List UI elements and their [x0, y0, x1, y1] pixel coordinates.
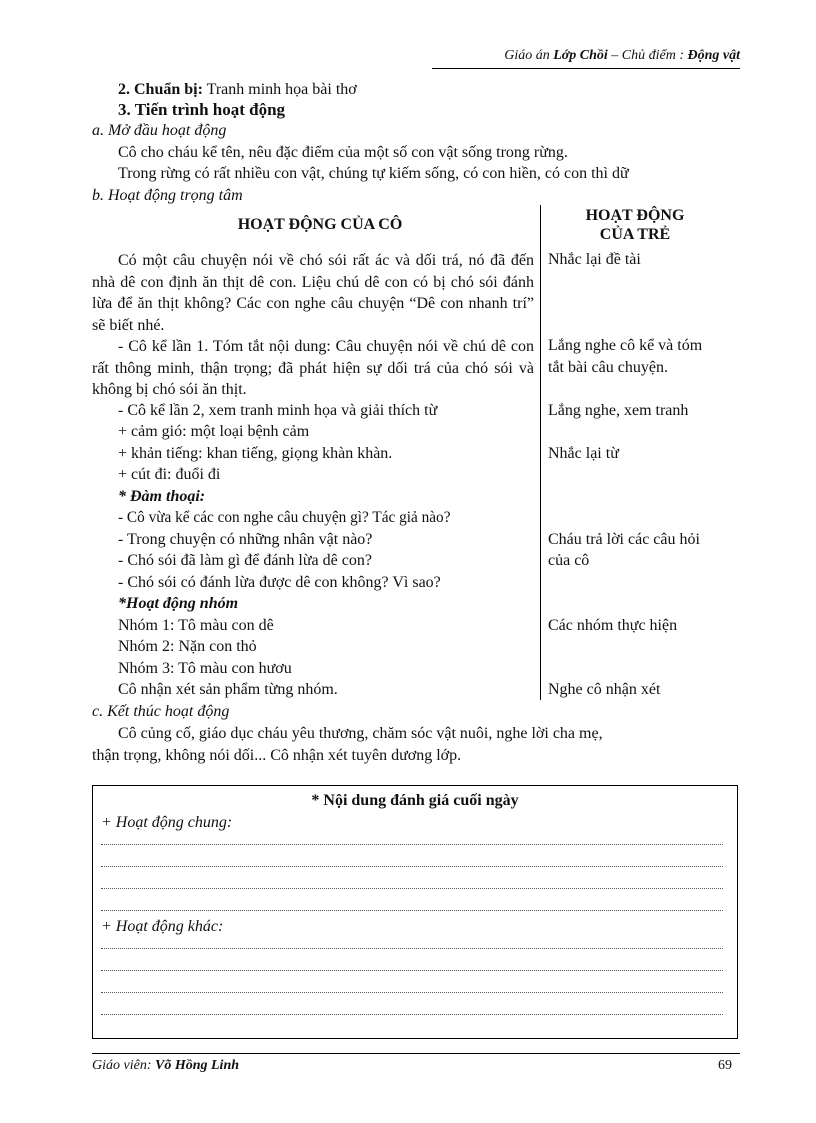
word-explain: + khản tiếng: khan tiếng, giọng khàn khàn. — [118, 445, 393, 462]
teacher-review: Cô nhận xét sản phẩm từng nhóm. — [118, 681, 338, 698]
part-a-label: a. Mở đầu hoạt động — [92, 122, 227, 139]
group-label: *Hoạt động nhóm — [118, 595, 239, 612]
child-activity: Nhắc lại từ — [548, 445, 619, 462]
theme-name: Động vật — [687, 48, 740, 63]
dialog-label: * Đàm thoại: — [118, 488, 206, 505]
part-c-label: c. Kết thúc hoạt động — [92, 703, 230, 720]
running-header: Giáo án Lớp Chồi – Chủ điểm : Động vật — [504, 48, 740, 63]
dotted-line — [101, 844, 723, 845]
footer-rule — [92, 1053, 740, 1054]
question: - Cô vừa kể các con nghe câu chuyện gì? Tác giả nào? — [118, 509, 451, 526]
group-item: Nhóm 1: Tô màu con dê — [118, 617, 274, 634]
part-a-line: Trong rừng có rất nhiều con vật, chúng tự kiếm sống, có con hiền, có con thì dữ — [118, 165, 629, 182]
evaluation-title: * Nội dung đánh giá cuối ngày — [311, 792, 519, 809]
child-activity: Nhắc lại đề tài — [548, 251, 641, 268]
child-activity: Nghe cô nhận xét — [548, 681, 661, 698]
header-rule — [432, 68, 740, 69]
general-activity-label: + Hoạt động chung: — [101, 814, 233, 831]
column-divider — [540, 205, 541, 700]
dotted-line — [101, 910, 723, 911]
part-c-line: Cô củng cố, giáo dục cháu yêu thương, chăm sóc vật nuôi, nghe lời cha mẹ, — [118, 725, 603, 742]
part-b-label: b. Hoạt động trọng tâm — [92, 187, 243, 204]
teacher-intro: Có một câu chuyện nói về chó sói rất ác và dối trá, nó đã đến nhà dê con định ăn thịt dê con. Liệu chú dê con có bị chó sói đánh lừa để ăn thịt không? Các con nghe câu chuyện “Dê con nhanh trí” sẽ biết nhé. — [92, 252, 534, 335]
question: - Chó sói có đánh lừa được dê con không? Vì sao? — [118, 574, 441, 591]
teacher-tell1: - Cô kể lần 1. Tóm tắt nội dung: Câu chuyện nói về chú dê con rất thông minh, thận trọng; đã phát hiện sự dối trá của chó sói và không bị chó sói ăn thịt. — [92, 338, 534, 399]
child-activity: Cháu trả lời các câu hỏi — [548, 531, 700, 548]
word-explain: + cảm gió: một loại bệnh cảm — [118, 423, 310, 440]
teacher-tell2: - Cô kể lần 2, xem tranh minh họa và giải thích từ — [118, 402, 438, 419]
part-a-line: Cô cho cháu kể tên, nêu đặc điểm của một số con vật sống trong rừng. — [118, 144, 568, 161]
col-header-child: HOẠT ĐỘNG CỦA TRẺ — [585, 207, 685, 243]
child-activity: tắt bài câu chuyện. — [548, 359, 668, 376]
evaluation-box — [92, 785, 738, 1039]
group-item: Nhóm 2: Nặn con thỏ — [118, 638, 257, 655]
class-name: Lớp Chồi — [553, 48, 608, 63]
question: - Chó sói đã làm gì để đánh lừa dê con? — [118, 552, 372, 569]
footer-teacher: Giáo viên: Võ Hồng Linh — [92, 1058, 240, 1073]
dotted-line — [101, 1014, 723, 1015]
teacher-name: Võ Hồng Linh — [154, 1058, 240, 1073]
section-prep: 2. Chuẩn bị: Tranh minh họa bài thơ — [118, 81, 357, 98]
col-header-teacher: HOẠT ĐỘNG CỦA CÔ — [237, 216, 403, 233]
question: - Trong chuyện có những nhân vật nào? — [118, 531, 373, 548]
section-process: 3. Tiến trình hoạt động — [118, 100, 286, 119]
dotted-line — [101, 888, 723, 889]
part-c-line: thận trọng, không nói dối... Cô nhận xét tuyên dương lớp. — [92, 747, 462, 764]
child-activity: Lắng nghe, xem tranh — [548, 402, 689, 419]
child-activity: của cô — [548, 552, 590, 569]
dotted-line — [101, 970, 723, 971]
child-activity: Các nhóm thực hiện — [548, 617, 678, 634]
child-activity: Lắng nghe cô kể và tóm — [548, 337, 703, 354]
dotted-line — [101, 948, 723, 949]
other-activity-label: + Hoạt động khác: — [101, 918, 224, 935]
word-explain: + cút đi: đuổi đi — [118, 466, 221, 483]
page-number: 69 — [718, 1058, 732, 1073]
dotted-line — [101, 866, 723, 867]
group-item: Nhóm 3: Tô màu con hươu — [118, 660, 292, 677]
dotted-line — [101, 992, 723, 993]
